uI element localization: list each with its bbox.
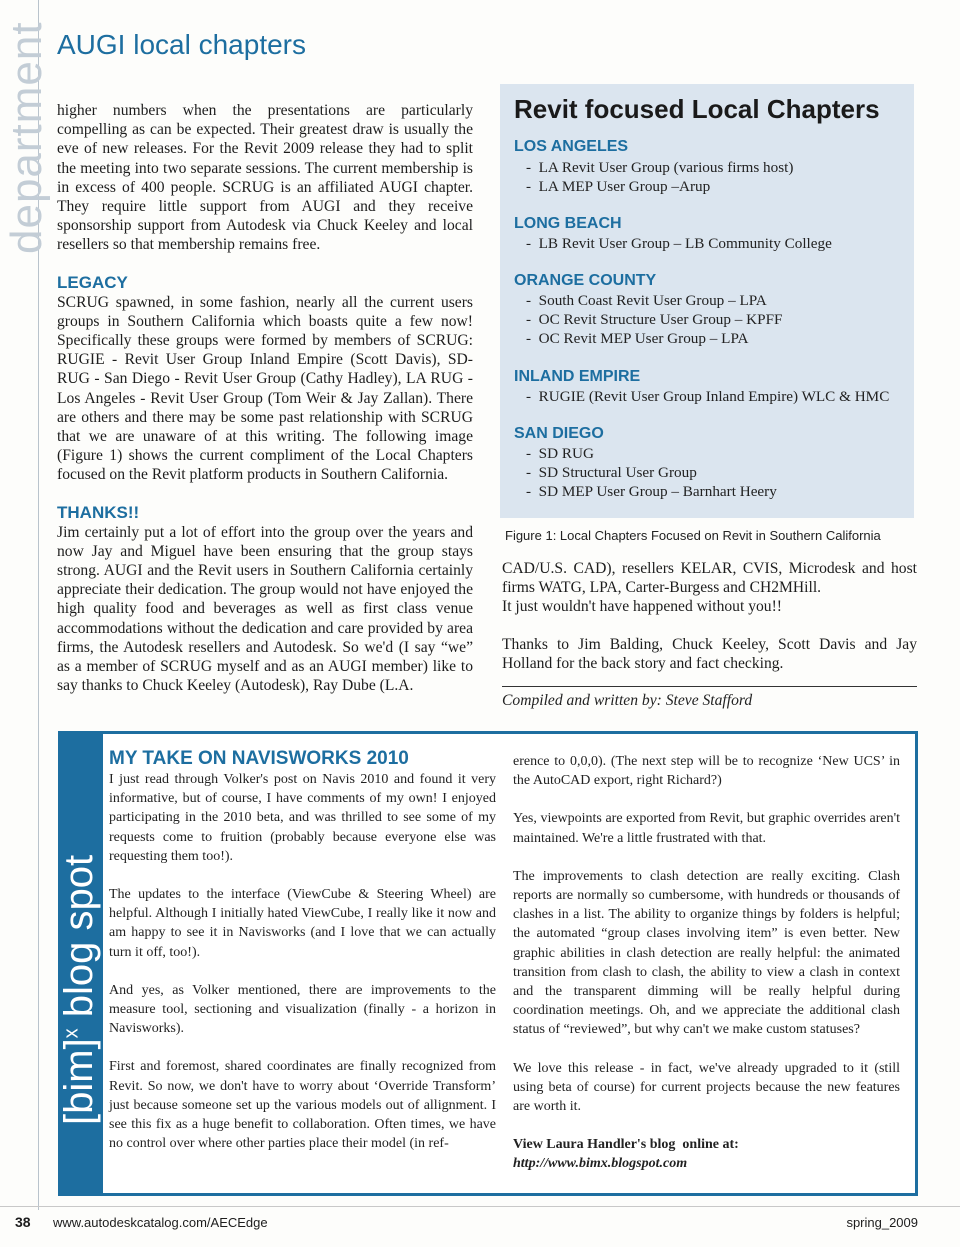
right-paragraph-1b: It just wouldn't have happened without you!! (502, 598, 782, 616)
chapter-item: - OC Revit MEP User Group – LPA (526, 330, 749, 347)
blog-link-label: View Laura Handler's blog online at: (513, 1137, 739, 1153)
sidebar-title: Revit focused Local Chapters (514, 94, 880, 124)
chapter-item: - SD MEP User Group – Barnhart Heery (526, 483, 777, 500)
issue-label: spring_2009 (846, 1215, 918, 1230)
thanks-paragraph: Jim certainly put a lot of effort into the group over the years and now Jay and Miguel have been ensuring that the group stays strong. AUGI and the Revit users in Southern California certainly appreciate their dedication. The group would not have enjoyed the high quality food and beverages as well as first class venue accommodations without the dedication and care provided by area firms, the Autodesk resellers and Autodesk. So we'd (I say “we” as a member of SCRUG myself and as an AUGI member) like to say thanks to Chuck Keeley (Autodesk), Ray Dube (L.A. (57, 523, 473, 695)
local-chapters-sidebar (500, 84, 914, 518)
chapter-item: - LB Revit User Group – LB Community College (526, 235, 832, 252)
blog-left-column (109, 748, 496, 1172)
blog-paragraph: The updates to the interface (ViewCube & Steering Wheel) are helpful. Although I initially hated ViewCube, I really like it now and am happy to see it in Navisworks (and I love that we can actually turn it off, too!). (109, 887, 496, 960)
blog-link-url[interactable]: http://www.bimx.blogspot.com (513, 1156, 688, 1172)
page-number: 38 (15, 1214, 31, 1230)
chapter-item: - OC Revit Structure User Group – KPFF (526, 311, 783, 328)
chapter-item: - SD RUG (526, 445, 594, 462)
blog-paragraph: erence to 0,0,0). (The next step will be to recognize ‘New UCS’ in the AutoCAD export, right Richard?) (513, 754, 900, 789)
region-orange-county: ORANGE COUNTY (514, 272, 657, 289)
credit-divider (502, 686, 917, 687)
chapter-item: - LA MEP User Group –Arup (526, 178, 711, 195)
blog-band-label: [bim]$^x$ blog spot (57, 854, 101, 1125)
blog-right-column (513, 752, 900, 1174)
blog-paragraph: I just read through Volker's post on Navis 2010 and found it very informative, but of course, I have comments of my own! I enjoyed participating in the 2010 beta, and was thrilled to see some of my requests come to fruition (probably because everyone else was requesting them too!). (109, 772, 496, 864)
blog-paragraph: First and foremost, shared coordinates are finally recognized from Revit. So now, we don't have to worry about ‘Override Transform’ just because someone set up the various models out of allignment. I see this fix as a huge benefit to collaboration. Often times, we have no control over where other parties place their model (in ref- (109, 1059, 496, 1152)
region-los-angeles: LOS ANGELES (514, 138, 629, 155)
chapter-item: - RUGIE (Revit User Group Inland Empire) WLC & HMC (526, 388, 890, 405)
blog-spot-box (58, 731, 918, 1196)
figure-caption: Figure 1: Local Chapters Focused on Revit in Southern California (505, 528, 881, 543)
thanks-heading: THANKS!! (57, 502, 140, 522)
footer-url[interactable]: www.autodeskcatalog.com/AECEdge (53, 1215, 268, 1230)
legacy-paragraph: SCRUG spawned, in some fashion, nearly all the current users groups in Southern California which boasts quite a few now! Specifically these groups were formed by members of SCRUG: RUGIE - Revit User Group Inland Empire (Scott Davis), SD-RUG - San Diego - Revit User Group (Cathy Hadley), LA RUG - Los Angeles - Revit User Group (Tom Weir & Jay Zallan). There are others and there may be some past relationship with SCRUG that we are unaware of at this writing. The following image (Figure 1) shows the current compliment of the Local Chapters focused on the Revit platform products in Southern California. (57, 293, 473, 484)
region-san-diego: SAN DIEGO (514, 425, 604, 442)
blog-paragraph: We love this release - in fact, we've already upgraded to it (still using beta of course) for current projects because the new features are worth it. (513, 1060, 900, 1115)
blog-paragraph: And yes, as Volker mentioned, there are improvements to the measure tool, sectioning and visualization (finally - a horizon in Navisworks). (109, 982, 496, 1037)
blog-band (57, 734, 103, 1193)
intro-paragraph: higher numbers when the presentations are particularly compelling as can be expected. Their greatest draw is usually the eve of new releases. For the Revit 2009 release they had to split the meeting into two separate sessions. The current membership is in excess of 400 people. SCRUG is an affiliated AUGI chapter. They require little support from AUGI and they receive sponsorship support from Autodesk via Chuck Keeley and local resellers so that membership remains free. (57, 102, 473, 254)
footer-divider (0, 1206, 960, 1207)
author-credit: Compiled and written by: Steve Stafford (502, 692, 753, 709)
region-inland-empire: INLAND EMPIRE (514, 368, 641, 385)
blog-paragraph: Yes, viewpoints are exported from Revit, but graphic overrides aren't maintained. We're a little frustrated with that. (513, 811, 900, 846)
legacy-heading: LEGACY (57, 272, 128, 292)
region-long-beach: LONG BEACH (514, 215, 622, 232)
left-column (57, 101, 473, 695)
chapter-item: - SD Structural User Group (526, 464, 697, 481)
section-label: department (2, 21, 51, 254)
page-title: AUGI local chapters (57, 29, 306, 60)
blog-paragraph: The improvements to clash detection are really exciting. Clash reports are normally so cumbersome, with hundreds or thousands of clashes in a list. The ability to organize things by folders is helpful; the automated “group clases involving item” is even better. New graphic abilities in clash detection are really helpful: the animated transition from clash to clash, the ability to view a clash in context and the transparent dimming will be really helpful during coordination meetings. Oh, and we appreciate the additional clash status of “reviewed”, but why can't we make custom statuses? (513, 868, 900, 1038)
blog-heading: MY TAKE ON NAVISWORKS 2010 (109, 748, 409, 769)
chapter-item: - LA Revit User Group (various firms host) (526, 159, 794, 176)
right-paragraph-2: Thanks to Jim Balding, Chuck Keeley, Scott Davis and Jay Holland for the back story and fact checking. (502, 635, 917, 672)
chapter-item: - South Coast Revit User Group – LPA (526, 292, 767, 309)
right-paragraph-1: CAD/U.S. CAD), resellers KELAR, CVIS, Microdesk and host firms WATG, LPA, Carter-Burgess and CH2MHill. (502, 560, 917, 597)
right-column (502, 559, 917, 673)
